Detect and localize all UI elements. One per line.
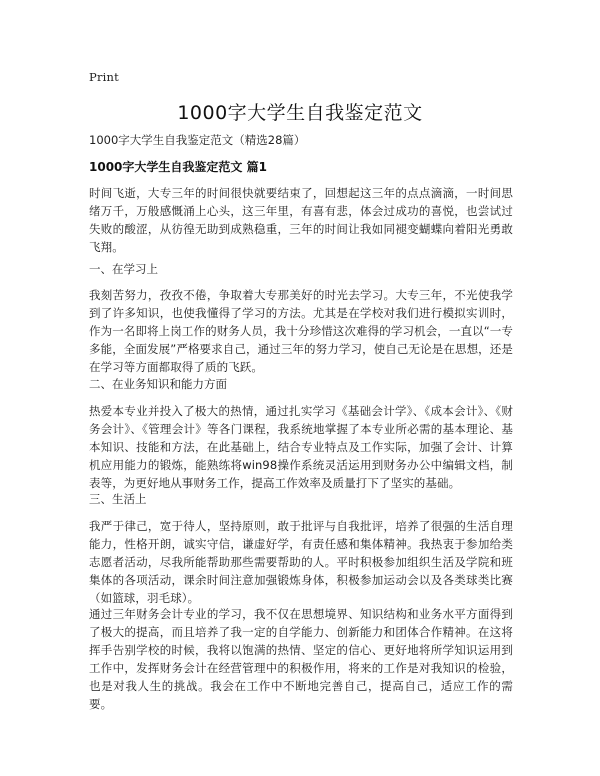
section-title: 1000字大学生自我鉴定范文 篇1 bbox=[89, 160, 267, 174]
heading-life: 三、生活上 bbox=[89, 492, 147, 506]
paragraph-summary: 通过三年财务会计专业的学习，我不仅在思想境界、知识结构和业务水平方面得到了极大的提高，而且培养了我一定的自学能力、创新能力和团体合作精神。在这将挥手告别学校的时候，我将以饱满的热情、坚定的信心、更好地将所学知识运用到工作中，发挥财务会计在经营管理中的积极作用，将来的工作是对我知识的检验，也是对我人生的挑战。我会在工作中不断地完善自己，提高自己，适应工作的需要。 bbox=[89, 607, 513, 711]
document-subtitle: 1000字大学生自我鉴定范文（精选28篇） bbox=[89, 133, 306, 147]
print-link[interactable]: Print bbox=[89, 70, 119, 84]
heading-study: 一、在学习上 bbox=[89, 262, 158, 276]
paragraph-study: 我刻苦努力，孜孜不倦，争取着大专那美好的时光去学习。大专三年，不光使我学到了许多知识，也使我懂得了学习的方法。尤其是在学校对我们进行模拟实训时，作为一名即将上岗工作的财务人员，我十分珍惜这次难得的学习机会，一直以“一专多能，全面发展”严格要求自己，通过三年的努力学习，使自己无论是在思想，还是在学习等方面都取得了质的飞跃。 bbox=[89, 288, 513, 374]
paragraph-life: 我严于律己，宽于待人，坚持原则，敢于批评与自我批评，培养了很强的生活自理能力，性格开朗，诚实守信，谦虚好学，有责任感和集体精神。我热衷于参加给类志愿者活动，尽我所能帮助那些需要帮助的人。平时积极参加组织生活及学院和班集体的各项活动，课余时间注意加强锻炼身体，积极参加运动会以及各类球类比赛（如篮球，羽毛球）。 bbox=[89, 519, 513, 605]
paragraph-skills: 热爱本专业并投入了极大的热情，通过扎实学习《基础会计学》、《成本会计》、《财务会计》、《管理会计》等各门课程，我系统地掌握了本专业所必需的基本理论、基本知识、技能和方法，在此基础上，结合专业特点及工作实际，加强了会计、计算机应用能力的锻炼，能熟练将win98操作系统灵活运用到财务办公中编辑文档，制表等，为更好地从事财务工作，提高工作效率及质量打下了坚实的基础。 bbox=[89, 404, 513, 490]
heading-skills: 二、在业务知识和能力方面 bbox=[89, 377, 227, 391]
document-title: 1000字大学生自我鉴定范文 bbox=[177, 102, 423, 124]
paragraph-intro: 时间飞逝，大专三年的时间很快就要结束了，回想起这三年的点点滴滴，一时间思绪万千，万般感慨涌上心头，这三年里，有喜有悲，体会过成功的喜悦，也尝试过失败的酸涩，从彷徨无助到成熟稳重，三年的时间让我如同褪变蝴蝶向着阳光勇敢飞翔。 bbox=[89, 186, 513, 254]
